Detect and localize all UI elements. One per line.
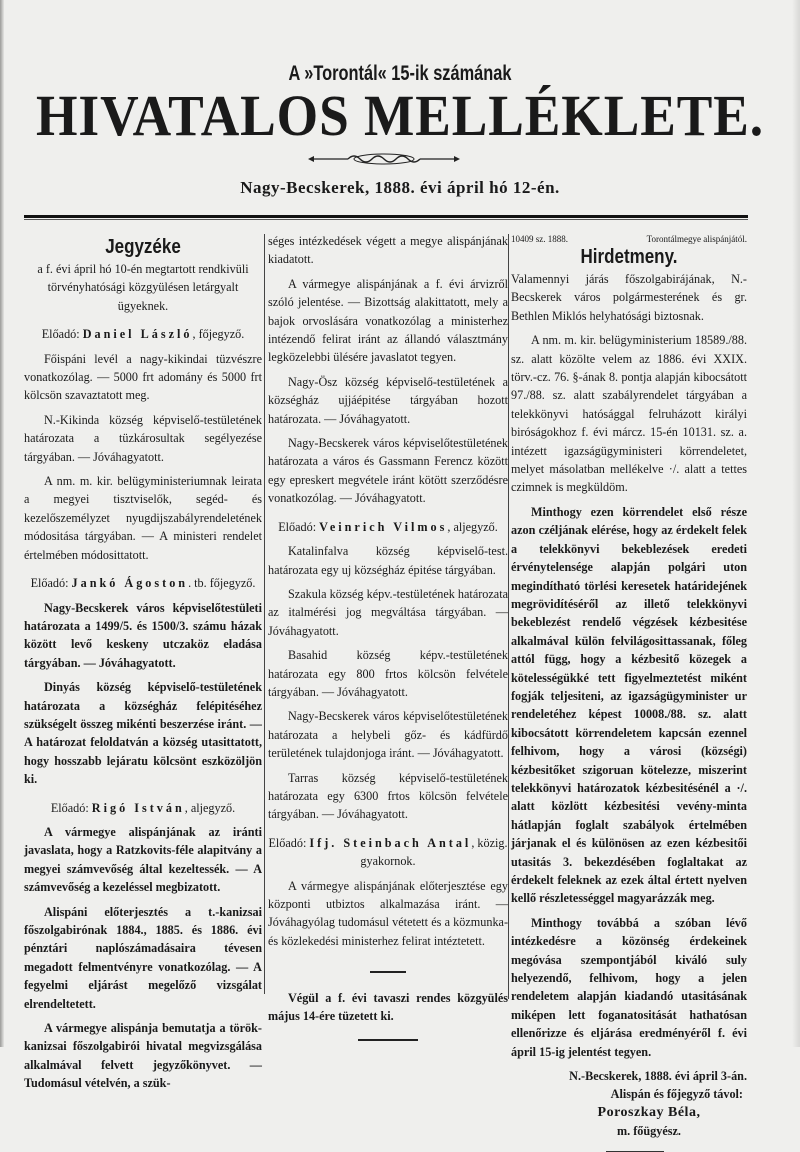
agenda-item: Főispáni levél a nagy-kikindai tüzvészre vonatkozólag. — 5000 frt adomány és 5000 frt kölcsön szavaztatott meg. (24, 351, 262, 403)
speaker-label: Előadó: (41, 327, 80, 342)
agenda-item: N.-Kikinda község képviselő-testületének határozata a tüzkárosultak segélyezése tárgyában. — Jóváhagyatott. (24, 412, 262, 464)
agenda-item: Tarras község képviselő-testületének határozata egy 6300 frtos kölcsön felvétele tárgyában. — Jóváhagyatott. (268, 770, 508, 822)
column-divider (508, 234, 509, 999)
notice-paragraph: Minthogy ezen körrendelet első része azon czéljának elérése, hogy az érdekelt felek a telekkönyvi bekeblezések eredeti érvénytelensége alapján polgári uton megindítható törlési keresetek határidejének megrövidítéséről az illető telekkönyvi bekeblezést rendelő végzések kézbesitése alkalmával külön felvilágosittassanak, főleg attól függ, hogy a kézbesitő közegek a kötelességükké tett figyelmeztetést miként fogják teljesiteni, az igazságügyminister ur rendeletéhez képest 10008./88. sz. alatt kibocsátott körrendeletem kapcsán ezennel felhivom, hogy a városi (községi) kézbesitőket szigoruan kötelezze, miszerint telekkönyvi határozatok kézbesitésénél a ·/. alatt közlött kézbesitési vevény-minta hátlapján foglalt szabályok értelmében járjanak el és különösen az ezen kézbesitői utasitás 3. bekezdésében foglaltakat az érdekelt feleknek az ezek által értett nyelven kellő részletességgel magyarázzák meg. (511, 504, 747, 906)
speaker-line (268, 834, 508, 871)
signature-name: Poroszkay Béla, (597, 1104, 701, 1120)
masthead-subhead: A »Torontál« 15-ik számának (288, 62, 512, 85)
speaker-name: Veinrich Vilmos (319, 519, 448, 534)
notice-paragraph: A nm. m. kir. belügyministerium 18589./88. sz. alatt közölte velem az 1886. évi XXIX. törv.-cz. 76. §-ának 8. pontja alapján kibocsátott 97./88. sz. alatt szabályrendelet tárgyában a telekkönyvi hatósággal felruházott királyi biróságokhoz f. évi márcz. 15-én 10131. sz. a. intézett igazságügyministeri körrendeletet, melyet másolatban mellékelve ·/. alatt a tettes czimnek is megküldöm. (511, 333, 747, 495)
agenda-item: Nagy-Becskerek város képviselőtestületének határozata a város és Gassmann Ferencz között egy epreskert megvétele iránt kötött szerződésre vonatkozólag. — Jóváhagyatott. (268, 436, 508, 506)
agenda-item: Alispáni előterjesztés a t.-kanizsai főszolgabirónak 1884., 1885. és 1886. évi pénztári naplószámadásaira tévesen megadott felmentvényre vonatkozólag. — A fegyelmi eljárást megelőző vizsgálat elrendeltetett. (24, 904, 262, 1011)
header-rule (24, 215, 748, 218)
speaker-label: Előadó: (278, 519, 317, 534)
masthead-dateline: Nagy-Becskerek, 1888. évi ápril hó 12-én. (240, 178, 560, 197)
speaker-role: , közig. gyakornok. (360, 835, 508, 869)
agenda-item: Nagy-Becskerek város képviselőtestületének határozata a helybeli gőz- és kádfürdő területének tulajdonjoga iránt. — Jóváhagyatott. (268, 709, 508, 761)
speaker-role: , főjegyző. (192, 327, 245, 342)
agenda-item: Dinyás község képviselő-testületének határozata a községház felépitéséhez szükségelt összeg mikénti beszerzése iránt. — A határozat feloldatván a község utasittatott, hogy hosszabb lejáratu kölcsönt eszközöljön ki. (24, 680, 262, 787)
speaker-label: Előadó: (268, 835, 307, 850)
agenda-item: Katalinfalva község képviselő-test. határozata egy uj községház épitése tárgyában. (268, 544, 508, 577)
notice-paragraph: Minthogy továbbá a szóban lévő intézkedésre a közönség érdekeinek megóvása szempontjából kiváló suly helyezendő, felhivom, hogy a jelen rendeletem alapján kiadandó utasitásának miképen lett foganatositását hathatósan ellenőrizze és eljárása eredményéről f. évi ápril 15-ig jelentést tegyen. (511, 915, 747, 1059)
speaker-name: Jankó Ágoston (71, 576, 189, 591)
left-column (24, 232, 262, 1099)
signature-block (511, 1067, 747, 1141)
continuation-text: séges intézkedések végett a megye alispánjának kiadatott. (268, 234, 508, 267)
speaker-line (268, 518, 508, 536)
speaker-label: Előadó: (50, 800, 89, 815)
speaker-role: , aljegyző. (447, 519, 498, 534)
reference-number: 10409 sz. 1888. (511, 234, 568, 244)
signature-title: Alispán és főjegyző távol: (610, 1087, 743, 1102)
jegyzeke-heading: Jegyzéke (105, 236, 181, 258)
agenda-item: A nm. m. kir. belügyministeriumnak leirata a megyei tisztviselők, segéd- és kezelőszemélyzet nyugdijszabályrendeletének módositása tárgyában. — A ministeri rendelet értelmében módosittatott. (24, 474, 262, 562)
speaker-role: , aljegyző. (184, 800, 236, 815)
speaker-name: Ifj. Steinbach Antal (309, 835, 472, 850)
page-edge-shadow (0, 0, 4, 1047)
right-column (511, 232, 747, 1152)
masthead-title: HIVATALOS MELLÉKLETE. (35, 83, 765, 148)
speaker-line (24, 325, 262, 343)
column-divider (264, 234, 265, 994)
agenda-item: A vármegye alispánjának a f. évi árvizről szóló jelentése. — Bizottság alakittatott, mely a bajok orvoslására vonatkozólag a ministerhez intézendő felirat iránt az állandó választmány legközelebbi ülésére javaslatot tegyen. (268, 276, 508, 365)
speaker-name: Rigó István (91, 800, 185, 815)
signature-place-date: N.-Becskerek, 1888. évi ápril 3-án. (569, 1069, 747, 1084)
agenda-item: Nagy-Becskerek város képviselőtestületi határozata a 1499/5. és 1500/3. számu házak között levő keskeny utczaköz eladása tárgyában. — Jóváhagyatott. (24, 600, 262, 670)
addressees: Valamennyi járás főszolgabirájának, N.-Becskerek város polgármesterének és gr. Bethlen Miklós helyhatósági biztosnak. (511, 272, 747, 323)
speaker-line (24, 799, 262, 817)
signature-role: m. főügyész. (617, 1124, 681, 1139)
agenda-item: Nagy-Ösz község képviselő-testületének a községház ujjáépitése tárgyában hozott határozata. — Jóváhagyatott. (268, 374, 508, 426)
header-rule-thin (24, 219, 748, 220)
agenda-item: A vármegye alispánjának az iránti javaslata, hogy a Ratzkovits-féle alapitvány a megyei számvevőség által kezeltessék. — A számvevőség a kezeléssel megbizatott. (24, 824, 262, 895)
speaker-name: Daniel László (82, 327, 193, 342)
agenda-item: Basahid község képv.-testületének határozata egy 800 frtos kölcsön felvétele tárgyában. — Jóváhagyatott. (268, 648, 508, 699)
closing-note: Végül a f. évi tavaszi rendes közgyülés május 14-ére tüzetett ki. (268, 990, 508, 1024)
ornament-flourish-icon (308, 152, 460, 166)
reference-source: Torontálmegye alispánjától. (646, 234, 747, 244)
end-rule (358, 1039, 418, 1041)
middle-column (268, 232, 508, 1041)
speaker-role: . tb. főjegyző. (188, 576, 256, 591)
section-separator (268, 960, 508, 978)
page-edge-shadow-right (792, 0, 800, 1047)
agenda-item: A vármegye alispánja bemutatja a török-kanizsai főszolgabirói hivatal megvizsgálása alkalmával felvett jegyzőkönyvet. — Tudomásul vételvén, a szük- (24, 1021, 262, 1091)
speaker-label: Előadó: (30, 576, 69, 591)
speaker-line (24, 574, 262, 592)
hirdetmeny-heading: Hirdetmeny. (580, 246, 678, 268)
agenda-item: A vármegye alispánjának előterjesztése egy központi utbiztos alkalmazása iránt. — Jóváhagyólag tudomásul vétetett és a közmunka- és közlekedési ministerhez felirat intéztetett. (268, 878, 508, 948)
jegyzeke-intro: a f. évi ápril hó 10-én megtartott rendkivüli törvényhatósági közgyülésen letárgyalt ügyeknek. (37, 262, 249, 313)
agenda-item: Szakula község képv.-testületének határozata az italmérési jog megváltása tárgyában. — Jóváhagyatott. (268, 586, 508, 638)
reference-line (511, 232, 747, 246)
